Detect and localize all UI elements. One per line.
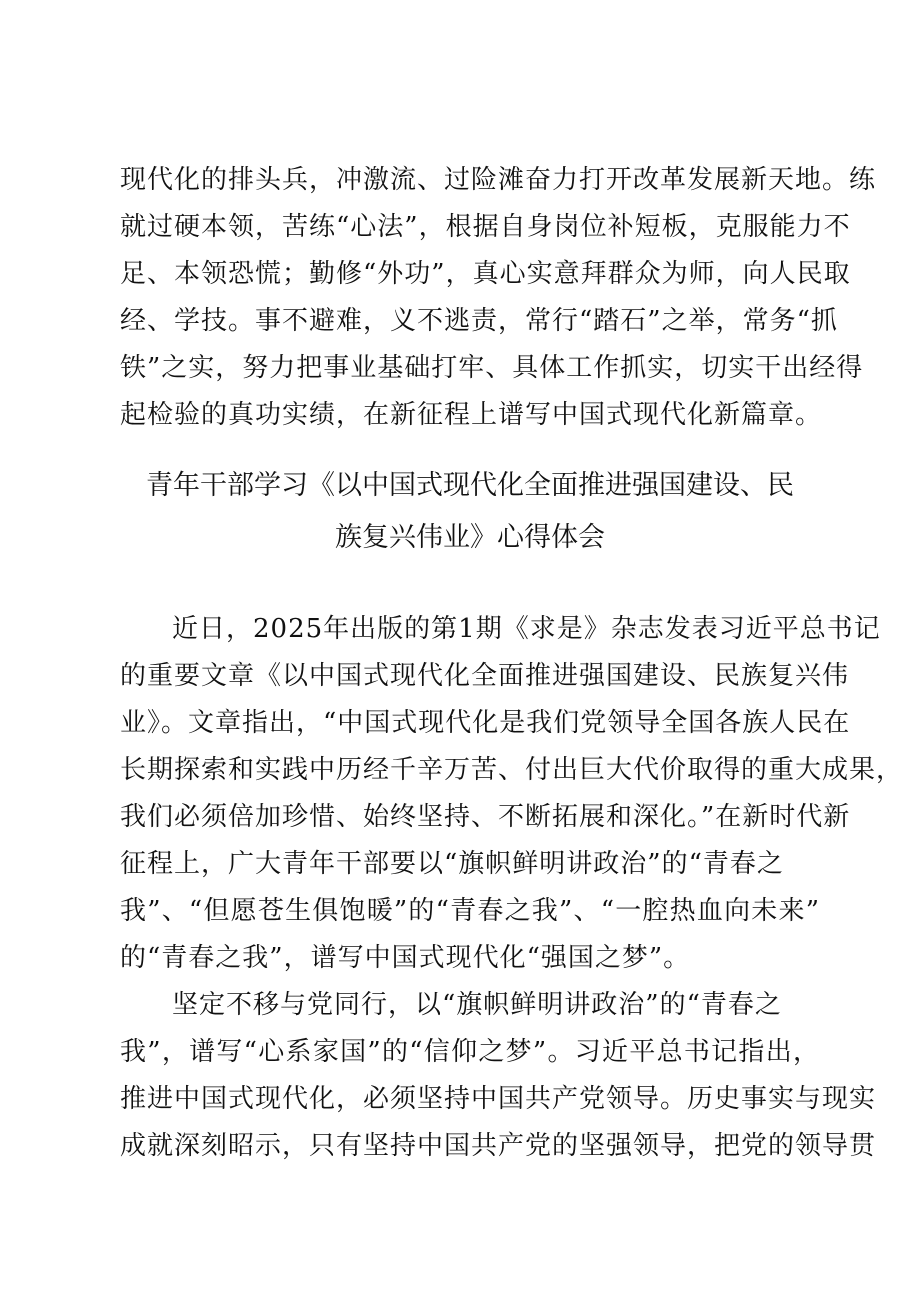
article-title bbox=[120, 460, 820, 564]
text-line: 成就深刻昭示，只有坚持中国共产党的坚强领导，把党的领导贯 bbox=[120, 1131, 877, 1161]
text-line: 长期探索和实践中历经千辛万苦、付出巨大代价取得的重大成果， bbox=[120, 755, 904, 785]
text-line: 我”，谱写“心系家国”的“信仰之梦”。习近平总书记指出， bbox=[120, 1037, 820, 1067]
text-line: 征程上，广大青年干部要以“旗帜鲜明讲政治”的“青春之 bbox=[120, 849, 784, 879]
text-line: 近日，2025年出版的第1期《求是》杂志发表习近平总书记 bbox=[172, 614, 881, 644]
title-line: 族复兴伟业》心得体会 bbox=[335, 522, 605, 553]
text-line: 坚定不移与党同行，以“旗帜鲜明讲政治”的“青春之 bbox=[172, 990, 782, 1020]
article-body bbox=[120, 606, 904, 1170]
text-line: 起检验的真功实绩，在新征程上谱写中国式现代化新篇章。 bbox=[120, 400, 823, 430]
previous-section-paragraph bbox=[120, 157, 877, 439]
title-line: 青年干部学习《以中国式现代化全面推进强国建设、民 bbox=[146, 470, 794, 501]
text-line: 业》。文章指出，“中国式现代化是我们党领导全国各族人民在 bbox=[120, 708, 851, 738]
text-line: 现代化的排头兵，冲激流、过险滩奋力打开改革发展新天地。练 bbox=[120, 165, 877, 195]
text-line: 的重要文章《以中国式现代化全面推进强国建设、民族复兴伟 bbox=[120, 661, 850, 691]
text-line: 的“青春之我”，谱写中国式现代化“强国之梦”。 bbox=[120, 943, 691, 973]
text-line: 足、本领恐慌；勤修“外功”，真心实意拜群众为师，向人民取 bbox=[120, 259, 851, 289]
text-line: 我们必须倍加珍惜、始终坚持、不断拓展和深化。”在新时代新 bbox=[120, 802, 851, 832]
text-line: 铁”之实，努力把事业基础打牢、具体工作抓实，切实干出经得 bbox=[120, 353, 864, 383]
text-line: 推进中国式现代化，必须坚持中国共产党领导。历史事实与现实 bbox=[120, 1084, 877, 1114]
text-line: 我”、“但愿苍生俱饱暖”的“青春之我”、“一腔热血向未来” bbox=[120, 896, 820, 926]
text-line: 经、学技。事不避难，义不逃责，常行“踏石”之举，常务“抓 bbox=[120, 306, 838, 336]
text-line: 就过硬本领，苦练“心法”，根据自身岗位补短板，克服能力不 bbox=[120, 212, 851, 242]
